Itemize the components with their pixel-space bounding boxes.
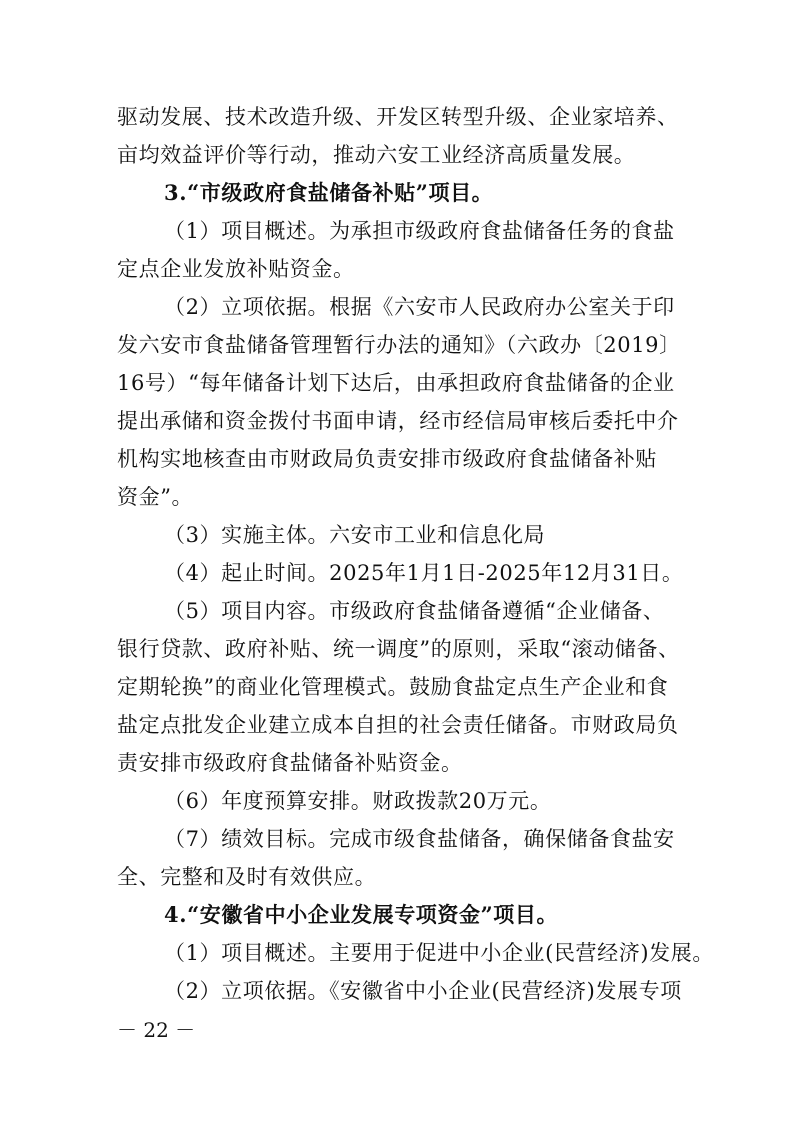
body-text-line: （6）年度预算安排。财政拨款20万元。 — [164, 789, 552, 813]
body-text-line: 全、完整和及时有效供应。 — [117, 865, 377, 889]
body-text-line: 银行贷款、政府补贴、统一调度”的原则，采取“滚动储备、 — [117, 637, 680, 661]
body-text-line: （2）立项依据。《安徽省中小企业(民营经济)发展专项 — [164, 979, 682, 1003]
body-text-line: 驱动发展、技术改造升级、开发区转型升级、企业家培养、 — [117, 105, 679, 129]
body-text-line: 亩均效益评价等行动，推动六安工业经济高质量发展。 — [117, 143, 636, 167]
body-text-line: （1）项目概述。为承担市级政府食盐储备任务的食盐 — [164, 219, 675, 243]
body-text-line: 责安排市级政府食盐储备补贴资金。 — [117, 751, 463, 775]
body-text-line: 资金”。 — [117, 485, 194, 509]
section-heading-3: 3.“市级政府食盐储备补贴”项目。 — [164, 180, 494, 205]
section-heading-4: 4.“安徽省中小企业发展专项资金”项目。 — [164, 902, 559, 927]
body-text-line: （3）实施主体。六安市工业和信息化局 — [164, 523, 546, 547]
body-text-line: （4）起止时间。2025年1月1日-2025年12月31日。 — [164, 561, 684, 585]
body-text-line: （7）绩效目标。完成市级食盐储备，确保储备食盐安 — [164, 827, 675, 851]
body-text-line: （5）项目内容。市级政府食盐储备遵循“企业储备、 — [164, 599, 665, 623]
body-text-line: 机构实地核查由市财政局负责安排市级政府食盐储备补贴 — [117, 447, 657, 471]
body-text-line: 发六安市食盐储备管理暂行办法的通知》（六政办〔2019〕 — [117, 333, 681, 357]
body-text-line: （2）立项依据。根据《六安市人民政府办公室关于印 — [164, 295, 675, 319]
body-text-line: （1）项目概述。主要用于促进中小企业(民营经济)发展。 — [164, 941, 714, 965]
body-text-line: 提出承储和资金拨付书面申请，经市经信局审核后委托中介 — [117, 409, 679, 433]
body-text-line: 定期轮换”的商业化管理模式。鼓励食盐定点生产企业和食 — [117, 675, 669, 699]
body-text-line: 盐定点批发企业建立成本自担的社会责任储备。市财政局负 — [117, 713, 679, 737]
body-text-line: 定点企业发放补贴资金。 — [117, 257, 355, 281]
body-text-line: 16号）“每年储备计划下达后，由承担政府食盐储备的企业 — [117, 371, 675, 395]
page-number: － 22 － — [117, 1018, 196, 1042]
